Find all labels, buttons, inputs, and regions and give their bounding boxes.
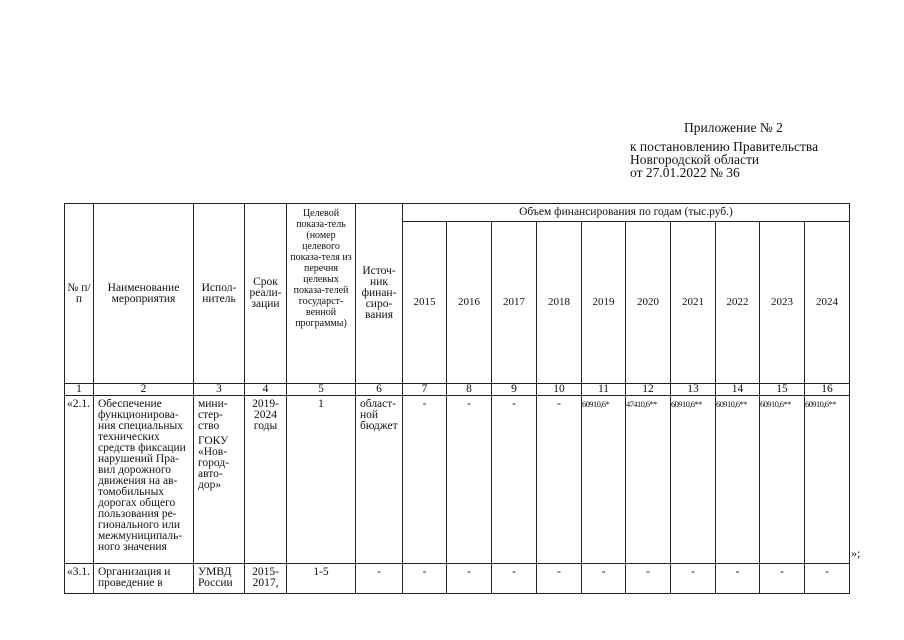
header-year: 2019 (582, 222, 626, 384)
header-year: 2016 (447, 222, 492, 384)
column-number: 11 (582, 384, 626, 396)
funding-value: - (403, 396, 447, 564)
funding-value: 60910,6** (671, 396, 716, 564)
column-number: 9 (492, 384, 537, 396)
funding-value: 47410,6** (626, 396, 671, 564)
header-funding: Объем финансирования по годам (тыс.руб.) (403, 204, 850, 222)
funding-value: - (582, 564, 626, 594)
executor: УМВД России (194, 564, 245, 594)
header-year: 2021 (671, 222, 716, 384)
funding-value: - (403, 564, 447, 594)
funding-value: 60910,6** (716, 396, 760, 564)
funding-source: област-ной бюджет (356, 396, 403, 564)
funding-value: - (716, 564, 760, 594)
funding-value: 60910,6** (805, 396, 850, 564)
column-number: 5 (287, 384, 356, 396)
funding-source: - (356, 564, 403, 594)
header-year: 2017 (492, 222, 537, 384)
term: 2019-2024 годы (245, 396, 287, 564)
funding-value: - (626, 564, 671, 594)
table-row (65, 396, 850, 564)
funding-value: 60910,6* (582, 396, 626, 564)
header-no: № п/п (65, 204, 94, 384)
header-year: 2020 (626, 222, 671, 384)
appendix-line-resolution: к постановлению Правительства (630, 139, 819, 154)
funding-value: - (537, 396, 582, 564)
funding-value: 60910,6** (760, 396, 805, 564)
column-number: 14 (716, 384, 760, 396)
header-year: 2022 (716, 222, 760, 384)
column-number: 7 (403, 384, 447, 396)
appendix-line-date: от 27.01.2022 № 36 (630, 165, 740, 180)
funding-value: - (805, 564, 850, 594)
header-year: 2023 (760, 222, 805, 384)
funding-value: - (447, 396, 492, 564)
executor-cell (194, 396, 245, 564)
funding-value: - (492, 564, 537, 594)
column-number: 16 (805, 384, 850, 396)
appendix-title: Приложение № 2 (684, 120, 783, 135)
column-number: 3 (194, 384, 245, 396)
funding-value: - (447, 564, 492, 594)
header-target: Целевой показа-тель (номер целевого показа-теля из перечня целевых показа-телей государст-венной программы) (287, 204, 356, 384)
header-term: Срок реали-зации (245, 204, 287, 384)
column-number: 2 (94, 384, 194, 396)
column-number: 8 (447, 384, 492, 396)
target-indicator: 1 (287, 396, 356, 564)
column-number: 6 (356, 384, 403, 396)
term: 2015-2017, (245, 564, 287, 594)
target-indicator: 1-5 (287, 564, 356, 594)
appendix-line-region: Новгородской области (630, 152, 760, 167)
funding-value: - (537, 564, 582, 594)
row-number: «2.1. (65, 396, 94, 564)
executor-goku: ГОКУ «Нов-город-авто-дор» (198, 435, 230, 491)
column-number: 12 (626, 384, 671, 396)
funding-value: - (492, 396, 537, 564)
column-number: 15 (760, 384, 805, 396)
header-year: 2018 (537, 222, 582, 384)
funding-table (64, 203, 850, 594)
funding-value: - (671, 564, 716, 594)
row-closing-quote: »; (851, 546, 861, 560)
column-number: 10 (537, 384, 582, 396)
row-number: «3.1. (65, 564, 94, 594)
column-number: 13 (671, 384, 716, 396)
column-number: 4 (245, 384, 287, 396)
header-source: Источ-ник финан-сиро-вания (356, 204, 403, 384)
column-number: 1 (65, 384, 94, 396)
header-year: 2024 (805, 222, 850, 384)
executor-ministry: мини-стер-ство (198, 398, 228, 432)
activity-name: Организация и проведение в (94, 564, 194, 594)
header-year: 2015 (403, 222, 447, 384)
activity-name: Обеспечение функционирова-ния специальных технических средств фиксации нарушений Пра-вил дорожного движения на ав-томобильных дорогах общего пользования ре-гионального или межмуниципаль-ного значения (94, 396, 194, 564)
header-name: Наименование мероприятия (94, 204, 194, 384)
header-executor: Испол-нитель (194, 204, 245, 384)
table-row (65, 564, 850, 594)
funding-value: - (760, 564, 805, 594)
